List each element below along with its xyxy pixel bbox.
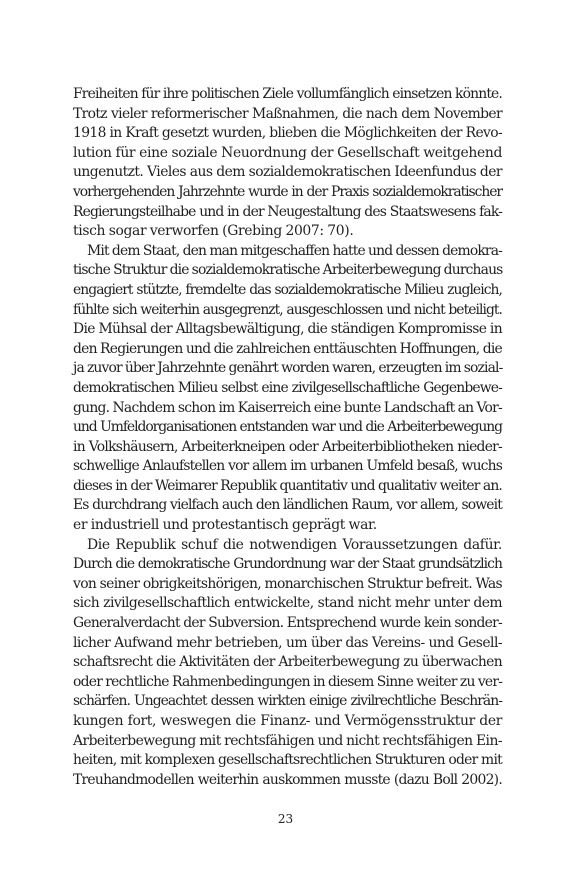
text-line: Die Mühsal der Alltagsbewältigung, die ständigen Kompromisse in [73, 321, 502, 338]
text-line: Treuhandmodellen weiterhin auskommen musste (dazu Boll 2002). [73, 771, 502, 788]
text-line: oder rechtliche Rahmenbedingungen in diesem Sinne weiter zu ver- [73, 673, 503, 690]
text-line: Durch die demokratische Grundordnung war der Staat grundsätzlich [73, 556, 502, 573]
text-line: ja zuvor über Jahrzehnte genährt worden waren, erzeugten im sozial- [73, 360, 503, 377]
text-line: von seiner obrigkeitshörigen, monarchischen Struktur befreit. Was [73, 575, 502, 592]
text-line: ungenutzt. Vieles aus dem sozialdemokratischen Ideenfundus der [73, 164, 502, 181]
text-line: schwellige Anlaufstellen vor allem im urbanen Umfeld besaß, wuchs [73, 458, 502, 475]
text-line: Freiheiten für ihre politischen Ziele vollumfänglich einsetzen könnte. [73, 86, 502, 102]
text-line: lution für eine soziale Neuordnung der Gesellschaft weitgehend [73, 144, 502, 161]
text-line: Mit dem Staat, den man mitgeschaffen hatte und dessen demokra- [87, 242, 502, 259]
text-line: vorhergehenden Jahrzehnte wurde in der Praxis sozialdemokratischer [73, 183, 502, 200]
paragraph-2 [73, 242, 502, 536]
paragraph-1 [73, 85, 502, 242]
text-line: engagiert stützte, fremdelte das sozialdemokratische Milieu zugleich, [73, 281, 502, 298]
text-line: demokratischen Milieu selbst eine zivilgesellschaftliche Gegenbewe- [73, 379, 502, 396]
text-line: tisch sogar verworfen (Grebing 2007: 70). [73, 223, 354, 240]
text-line: gung. Nachdem schon im Kaiserreich eine bunte Landschaft an Vor- [73, 399, 502, 416]
text-line: Regierungsteilhabe und in der Neugestaltung des Staatswesens fak- [73, 203, 502, 220]
text-line: heiten, mit komplexen gesellschaftsrechtlichen Strukturen oder mit [73, 752, 502, 769]
page-number: 23 [277, 812, 294, 826]
text-line: Die Republik schuf die notwendigen Voraussetzungen dafür. [87, 536, 502, 553]
paragraph-3 [73, 536, 502, 791]
text-line: fühlte sich weiterhin ausgegrenzt, ausgeschlossen und nicht beteiligt. [73, 301, 502, 318]
text-line: tische Struktur die sozialdemokratische Arbeiterbewegung durchaus [73, 262, 503, 279]
text-line: und Umfeldorganisationen entstanden war und die Arbeiterbewegung [73, 419, 502, 436]
text-line: den Regierungen und die zahlreichen enttäuschten Hoffnungen, die [73, 340, 502, 357]
text-line: er industriell und protestantisch geprägt war. [73, 517, 377, 534]
text-line: kungen fort, weswegen die Finanz- und Vermögensstruktur der [73, 713, 502, 729]
text-line: licher Aufwand mehr betrieben, um über das Vereins- und Gesell- [73, 634, 502, 651]
text-line: schärfen. Ungeachtet dessen wirkten einige zivilrechtliche Beschrän- [73, 693, 502, 710]
text-line: Generalverdacht der Subversion. Entsprechend wurde kein sonder- [73, 615, 502, 632]
text-line: 1918 in Kraft gesetzt wurden, blieben die Möglichkeiten der Revo- [73, 125, 502, 142]
text-line: Es durchdrang vielfach auch den ländlichen Raum, vor allem, soweit [73, 497, 502, 514]
text-line: in Volkshäusern, Arbeiterkneipen oder Arbeiterbibliotheken nieder- [73, 438, 502, 455]
text-line: Arbeiterbewegung mit rechtsfähigen und nicht rechtsfähigen Ein- [73, 732, 502, 749]
text-line: Trotz vieler reformerischer Maßnahmen, die nach dem November [73, 105, 502, 122]
text-line: dieses in der Weimarer Republik quantitativ und qualitativ weiter an. [73, 477, 502, 494]
text-line: schaftsrecht die Aktivitäten der Arbeiterbewegung zu überwachen [73, 654, 502, 671]
page-body [73, 85, 502, 790]
text-line: sich zivilgesellschaftlich entwickelte, stand nicht mehr unter dem [73, 595, 502, 612]
